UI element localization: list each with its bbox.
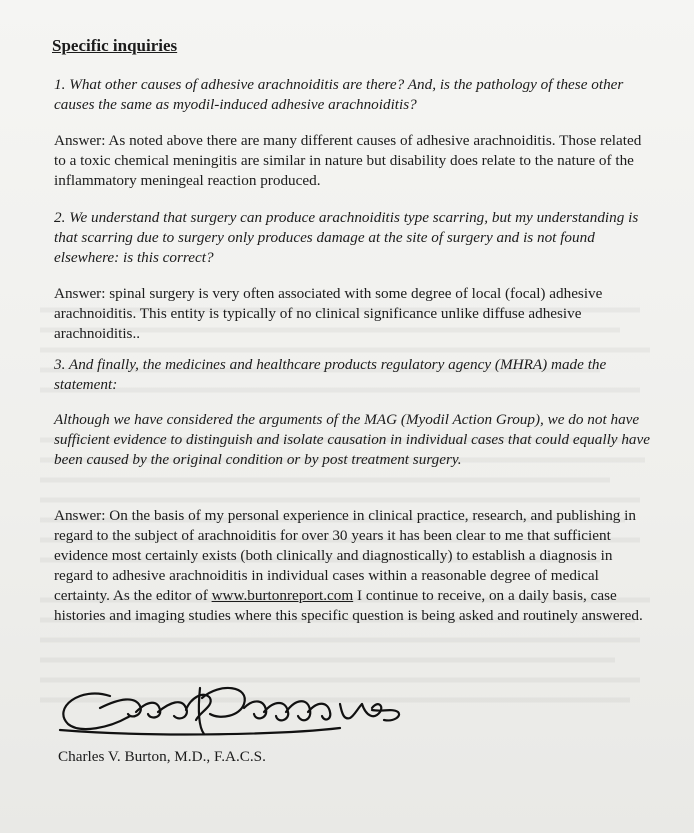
question-2: 2. We understand that surgery can produce arachnoiditis type scarring, but my understanding is that scarring due to surgery only produces damage at the site of surgery and is not found elsewhere: is this correct? — [54, 209, 639, 266]
mhra-quote: Although we have considered the arguments of the MAG (Myodil Action Group), we do not have sufficient evidence to distinguish and isolate causation in individual cases that could equally have been caused by the original condition or by post treatment surgery. — [54, 411, 651, 468]
answer-2: Answer: spinal surgery is very often associated with some degree of local (focal) adhesive arachnoiditis. This entity is typically of no clinical significance unlike diffuse adhesive arachnoiditis.. — [54, 285, 603, 342]
question-3: 3. And finally, the medicines and healthcare products regulatory agency (MHRA) made the statement: — [54, 356, 607, 393]
signatory-name: Charles V. Burton, M.D., F.A.C.S. — [58, 748, 266, 765]
burtonreport-link[interactable]: www.burtonreport.com — [211, 587, 354, 604]
answer-3-text-continued: I continue to receive, on a daily basis, case histories and imaging studies where this specific question is being asked and routinely answered. — [54, 587, 643, 624]
answer-3-text: Answer: On the basis of my personal experience in clinical practice, research, and publishing in regard to the subject of arachnoiditis for over 30 years it has been clear to me that sufficient evidence most certainly exists (both clinically and diagnostically) to establish a diagnosis in regard to adhesive arachnoiditis in individual cases within a reasonable degree of medical certainty. As the editor of — [54, 507, 636, 604]
answer-1: Answer: As noted above there are many different causes of adhesive arachnoiditis. Those related to a toxic chemical meningitis are similar in nature but disability does relate to the nature of the inflammatory meningeal reaction produced. — [54, 132, 642, 189]
section-heading: Specific inquiries — [52, 36, 178, 55]
question-1: 1. What other causes of adhesive arachnoiditis are there? And, is the pathology of these other causes the same as myodil-induced adhesive arachnoiditis? — [54, 76, 624, 113]
handwritten-signature — [40, 668, 420, 748]
answer-3 — [54, 506, 654, 626]
